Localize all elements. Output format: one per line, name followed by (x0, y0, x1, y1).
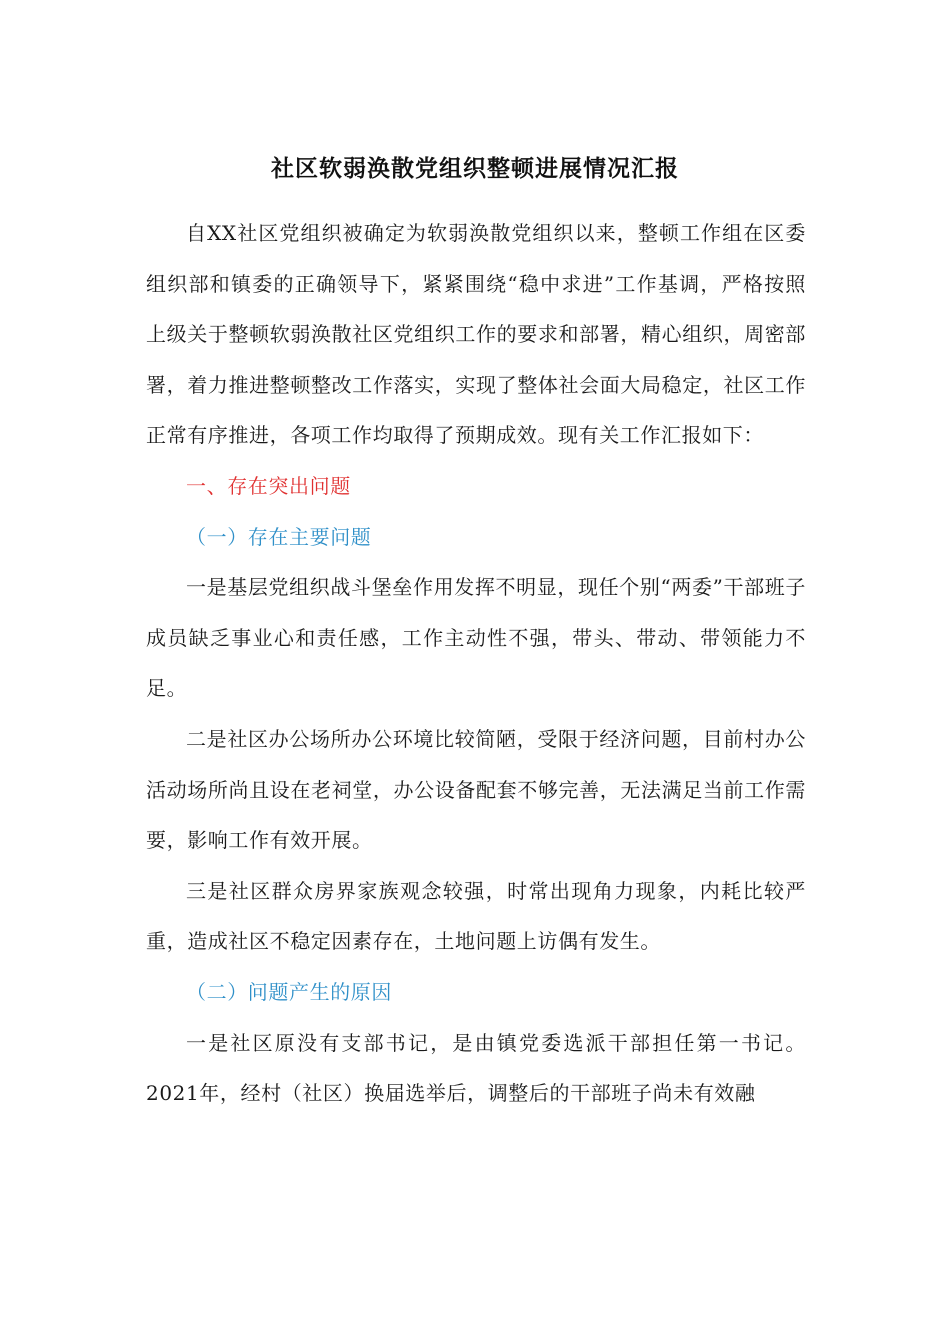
problem-paragraph-1: 一是基层党组织战斗堡垒作用发挥不明显，现任个别“两委”干部班子成员缺乏事业心和责任感，工作主动性不强，带头、带动、带领能力不足。 (146, 575, 806, 701)
subsection-heading-causes: （二）问题产生的原因 (186, 979, 392, 1004)
cause-paragraph-1: 一是社区原没有支部书记，是由镇党委选派干部担任第一书记。2021年，经村（社区）换届选举后，调整后的干部班子尚未有效融 (146, 1030, 806, 1106)
intro-paragraph: 自XX社区党组织被确定为软弱涣散党组织以来，整顿工作组在区委组织部和镇委的正确领导下，紧紧围绕“稳中求进”工作基调，严格按照上级关于整顿软弱涣散社区党组织工作的要求和部署，精心组织，周密部署，着力推进整顿整改工作落实，实现了整体社会面大局稳定，社区工作正常有序推进，各项工作均取得了预期成效。现有关工作汇报如下： (146, 221, 806, 448)
document-title: 社区软弱涣散党组织整顿进展情况汇报 (271, 155, 679, 182)
document-body (146, 208, 806, 1119)
problem-paragraph-2: 二是社区办公场所办公环境比较简陋，受限于经济问题，目前村办公活动场所尚且设在老祠堂，办公设备配套不够完善，无法满足当前工作需要，影响工作有效开展。 (146, 726, 806, 853)
problem-paragraph-3: 三是社区群众房界家族观念较强，时常出现角力现象，内耗比较严重，造成社区不稳定因素存在，土地问题上访偶有发生。 (146, 878, 806, 954)
section-heading-problems: 一、存在突出问题 (186, 473, 351, 498)
subsection-heading-main-problems: （一）存在主要问题 (186, 524, 372, 549)
